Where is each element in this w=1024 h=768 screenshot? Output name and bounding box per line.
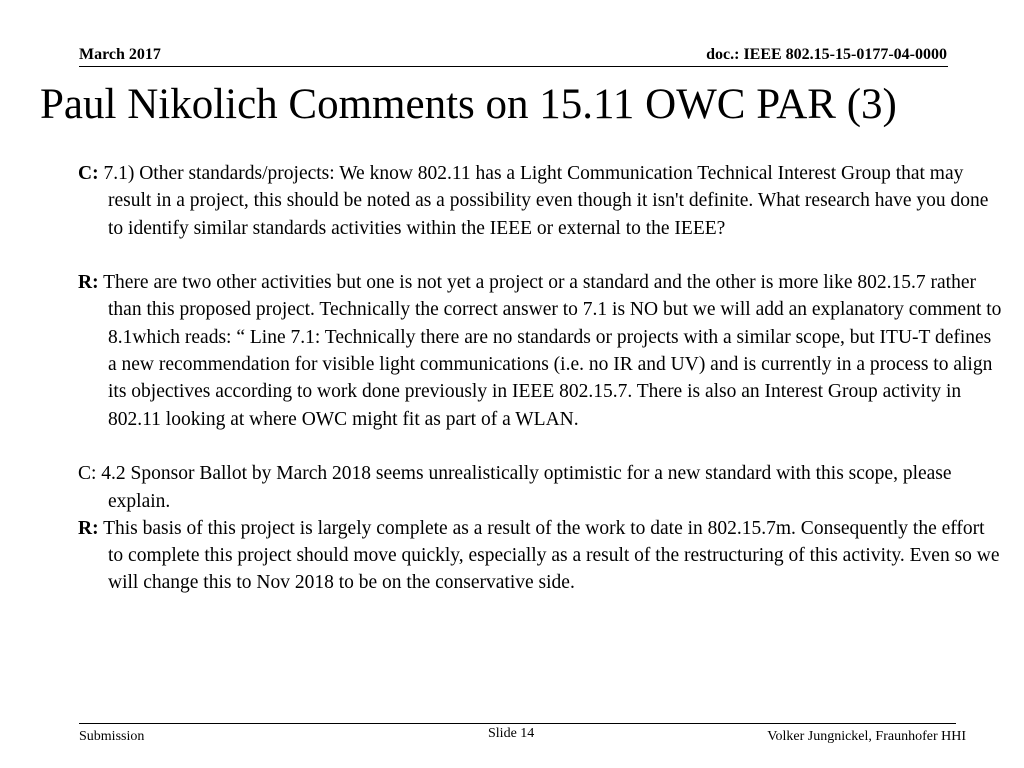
response-label: R: [78, 272, 99, 294]
comment-label: C: [78, 163, 99, 184]
footer-divider [79, 723, 956, 724]
response-text: This basis of this project is largely complete as a result of the work to date in 802.15.7m. Consequently the effort to complete this project should move quickly, especially as a result of the restructuring of this activity. Even so we will change this to Nov 2018 to be on the conservative side. [98, 517, 1000, 594]
slide-title: Paul Nikolich Comments on 15.11 OWC PAR (3) [40, 81, 897, 128]
footer-submission: Submission [79, 729, 145, 744]
header-doc-id: doc.: IEEE 802.15-15-0177-04-0000 [706, 46, 947, 63]
response-paragraph-2 [78, 515, 1003, 597]
header-date: March 2017 [79, 46, 161, 63]
response-text: There are two other activities but one is not yet a project or a standard and the other is more like 802.15.7 rather than this proposed project. Technically the correct answer to 7.1 is NO but we will add an explanatory comment to 8.1which reads: “ Line 7.1: Technically there are no standards or projects with a similar scope, but ITU-T defines a new recommendation for visible light communications (i.e. no IR and UV) and is currently in a process to align its objectives according to work done previously in IEEE 802.15.7. There is also an Interest Group activity in 802.11 looking at where OWC might fit as part of a WLAN. [98, 272, 1002, 430]
paragraph-spacer [78, 242, 1003, 269]
paragraph-spacer [78, 433, 1003, 460]
slide-number: Slide 14 [488, 726, 535, 741]
response-paragraph-1 [78, 269, 1003, 433]
footer-author: Volker Jungnickel, Fraunhofer HHI [767, 729, 966, 744]
comment-text: 7.1) Other standards/projects: We know 802.11 has a Light Communication Technical Interest Group that may result in a project, this should be noted as a possibility even though it isn't definite. What research have you done to identify similar standards activities within the IEEE or external to the IEEE? [98, 163, 989, 239]
header-divider [79, 66, 948, 67]
comment-paragraph-2: C: 4.2 Sponsor Ballot by March 2018 seems unrealistically optimistic for a new standard with this scope, please explain. [78, 463, 952, 512]
response-label: R: [78, 517, 99, 539]
comment-paragraph-1 [78, 160, 1003, 242]
slide-body [78, 160, 1003, 597]
